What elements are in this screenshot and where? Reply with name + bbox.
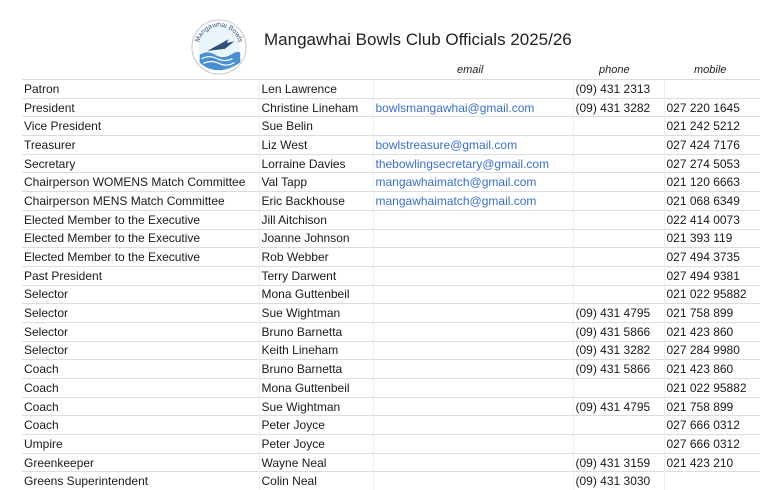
table-row bbox=[22, 80, 760, 99]
name-cell: Terry Darwent bbox=[259, 266, 373, 285]
table-row bbox=[22, 210, 760, 229]
role-cell: Coach bbox=[22, 397, 259, 416]
role-cell: Chairperson WOMENS Match Committee bbox=[22, 173, 259, 192]
mobile-cell: 021 758 899 bbox=[664, 397, 760, 416]
name-cell: Joanne Johnson bbox=[259, 229, 373, 248]
mobile-cell: 021 120 6663 bbox=[664, 173, 760, 192]
email-cell bbox=[373, 229, 573, 248]
mobile-cell: 027 666 0312 bbox=[664, 435, 760, 454]
name-cell: Liz West bbox=[259, 136, 373, 155]
phone-cell bbox=[573, 117, 664, 136]
phone-cell bbox=[573, 416, 664, 435]
name-cell: Keith Lineham bbox=[259, 341, 373, 360]
phone-cell bbox=[573, 192, 664, 211]
name-cell: Mona Guttenbeil bbox=[259, 285, 373, 304]
name-cell: Sue Wightman bbox=[259, 304, 373, 323]
name-cell: Mona Guttenbeil bbox=[259, 379, 373, 398]
role-cell: Elected Member to the Executive bbox=[22, 229, 259, 248]
role-cell: Selector bbox=[22, 322, 259, 341]
role-cell: Elected Member to the Executive bbox=[22, 210, 259, 229]
table-row bbox=[22, 360, 760, 379]
phone-cell: (09) 431 3030 bbox=[573, 472, 664, 490]
name-cell: Bruno Barnetta bbox=[259, 322, 373, 341]
mobile-cell: 027 424 7176 bbox=[664, 136, 760, 155]
email-cell bbox=[373, 248, 573, 267]
table-row bbox=[22, 192, 760, 211]
logo-text: Mangawhai Bowls bbox=[194, 21, 244, 44]
header-email: email bbox=[457, 64, 484, 76]
email-cell[interactable]: bowlstreasure@gmail.com bbox=[373, 136, 573, 155]
table-row bbox=[22, 154, 760, 173]
email-cell bbox=[373, 80, 573, 99]
phone-cell bbox=[573, 210, 664, 229]
table-row bbox=[22, 136, 760, 155]
name-cell: Peter Joyce bbox=[259, 416, 373, 435]
table-row bbox=[22, 435, 760, 454]
mobile-cell: 027 284 9980 bbox=[664, 341, 760, 360]
phone-cell bbox=[573, 266, 664, 285]
name-cell: Len Lawrence bbox=[259, 80, 373, 99]
header-phone: phone bbox=[599, 64, 630, 76]
role-cell: Chairperson MENS Match Committee bbox=[22, 192, 259, 211]
name-cell: Val Tapp bbox=[259, 173, 373, 192]
phone-cell bbox=[573, 136, 664, 155]
name-cell: Peter Joyce bbox=[259, 435, 373, 454]
mobile-cell: 021 022 95882 bbox=[664, 285, 760, 304]
name-cell: Lorraine Davies bbox=[259, 154, 373, 173]
table-row bbox=[22, 397, 760, 416]
mobile-cell: 027 274 5053 bbox=[664, 154, 760, 173]
phone-cell: (09) 431 3282 bbox=[573, 341, 664, 360]
phone-cell bbox=[573, 173, 664, 192]
mobile-cell: 021 758 899 bbox=[664, 304, 760, 323]
table-row bbox=[22, 117, 760, 136]
role-cell: Selector bbox=[22, 341, 259, 360]
phone-cell: (09) 431 4795 bbox=[573, 304, 664, 323]
role-cell: Elected Member to the Executive bbox=[22, 248, 259, 267]
phone-cell: (09) 431 4795 bbox=[573, 397, 664, 416]
phone-cell bbox=[573, 229, 664, 248]
role-cell: Coach bbox=[22, 379, 259, 398]
table-row bbox=[22, 416, 760, 435]
mobile-cell: 021 423 860 bbox=[664, 360, 760, 379]
table-row bbox=[22, 98, 760, 117]
mobile-cell: 021 242 5212 bbox=[664, 117, 760, 136]
role-cell: Coach bbox=[22, 360, 259, 379]
email-cell bbox=[373, 322, 573, 341]
name-cell: Bruno Barnetta bbox=[259, 360, 373, 379]
role-cell: Umpire bbox=[22, 435, 259, 454]
role-cell: Past President bbox=[22, 266, 259, 285]
email-cell[interactable]: mangawhaimatch@gmail.com bbox=[373, 173, 573, 192]
phone-cell: (09) 431 3282 bbox=[573, 98, 664, 117]
email-cell bbox=[373, 453, 573, 472]
mobile-cell: 021 393 119 bbox=[664, 229, 760, 248]
email-cell bbox=[373, 341, 573, 360]
email-cell bbox=[373, 117, 573, 136]
role-cell: Patron bbox=[22, 80, 259, 99]
role-cell: President bbox=[22, 98, 259, 117]
email-cell bbox=[373, 285, 573, 304]
role-cell: Secretary bbox=[22, 154, 259, 173]
phone-cell bbox=[573, 435, 664, 454]
email-cell bbox=[373, 397, 573, 416]
table-row bbox=[22, 229, 760, 248]
email-cell bbox=[373, 435, 573, 454]
role-cell: Selector bbox=[22, 304, 259, 323]
role-cell: Greens Superintendent bbox=[22, 472, 259, 490]
mobile-cell bbox=[664, 472, 760, 490]
mobile-cell: 027 220 1645 bbox=[664, 98, 760, 117]
phone-cell: (09) 431 5866 bbox=[573, 322, 664, 341]
email-cell bbox=[373, 266, 573, 285]
name-cell: Sue Wightman bbox=[259, 397, 373, 416]
phone-cell: (09) 431 3159 bbox=[573, 453, 664, 472]
table-row bbox=[22, 173, 760, 192]
name-cell: Wayne Neal bbox=[259, 453, 373, 472]
name-cell: Colin Neal bbox=[259, 472, 373, 490]
phone-cell bbox=[573, 248, 664, 267]
table-row bbox=[22, 379, 760, 398]
club-logo bbox=[190, 18, 248, 76]
table-row bbox=[22, 453, 760, 472]
email-cell bbox=[373, 360, 573, 379]
role-cell: Coach bbox=[22, 416, 259, 435]
email-cell bbox=[373, 210, 573, 229]
table-row bbox=[22, 472, 760, 490]
phone-cell bbox=[573, 379, 664, 398]
page-title: Mangawhai Bowls Club Officials 2025/26 bbox=[264, 30, 572, 49]
mobile-cell: 021 423 860 bbox=[664, 322, 760, 341]
name-cell: Christine Lineham bbox=[259, 98, 373, 117]
mobile-cell: 027 666 0312 bbox=[664, 416, 760, 435]
role-cell: Vice President bbox=[22, 117, 259, 136]
table-row bbox=[22, 248, 760, 267]
name-cell: Eric Backhouse bbox=[259, 192, 373, 211]
table-row bbox=[22, 266, 760, 285]
phone-cell bbox=[573, 154, 664, 173]
table-row bbox=[22, 341, 760, 360]
phone-cell bbox=[573, 285, 664, 304]
mobile-cell: 022 414 0073 bbox=[664, 210, 760, 229]
officials-table bbox=[22, 79, 760, 490]
header-mobile: mobile bbox=[694, 64, 727, 76]
email-cell[interactable]: mangawhaimatch@gmail.com bbox=[373, 192, 573, 211]
name-cell: Sue Belin bbox=[259, 117, 373, 136]
phone-cell: (09) 431 5866 bbox=[573, 360, 664, 379]
name-cell: Jill Aitchison bbox=[259, 210, 373, 229]
email-cell bbox=[373, 304, 573, 323]
mobile-cell: 021 423 210 bbox=[664, 453, 760, 472]
mobile-cell: 021 022 95882 bbox=[664, 379, 760, 398]
phone-cell: (09) 431 2313 bbox=[573, 80, 664, 99]
role-cell: Selector bbox=[22, 285, 259, 304]
email-cell[interactable]: bowlsmangawhai@gmail.com bbox=[373, 98, 573, 117]
email-cell bbox=[373, 416, 573, 435]
mobile-cell bbox=[664, 80, 760, 99]
email-cell[interactable]: thebowlingsecretary@gmail.com bbox=[373, 154, 573, 173]
email-cell bbox=[373, 472, 573, 490]
mobile-cell: 027 494 3735 bbox=[664, 248, 760, 267]
table-row bbox=[22, 322, 760, 341]
role-cell: Greenkeeper bbox=[22, 453, 259, 472]
email-cell bbox=[373, 379, 573, 398]
table-row bbox=[22, 304, 760, 323]
mobile-cell: 027 494 9381 bbox=[664, 266, 760, 285]
table-row bbox=[22, 285, 760, 304]
name-cell: Rob Webber bbox=[259, 248, 373, 267]
mobile-cell: 021 068 6349 bbox=[664, 192, 760, 211]
role-cell: Treasurer bbox=[22, 136, 259, 155]
